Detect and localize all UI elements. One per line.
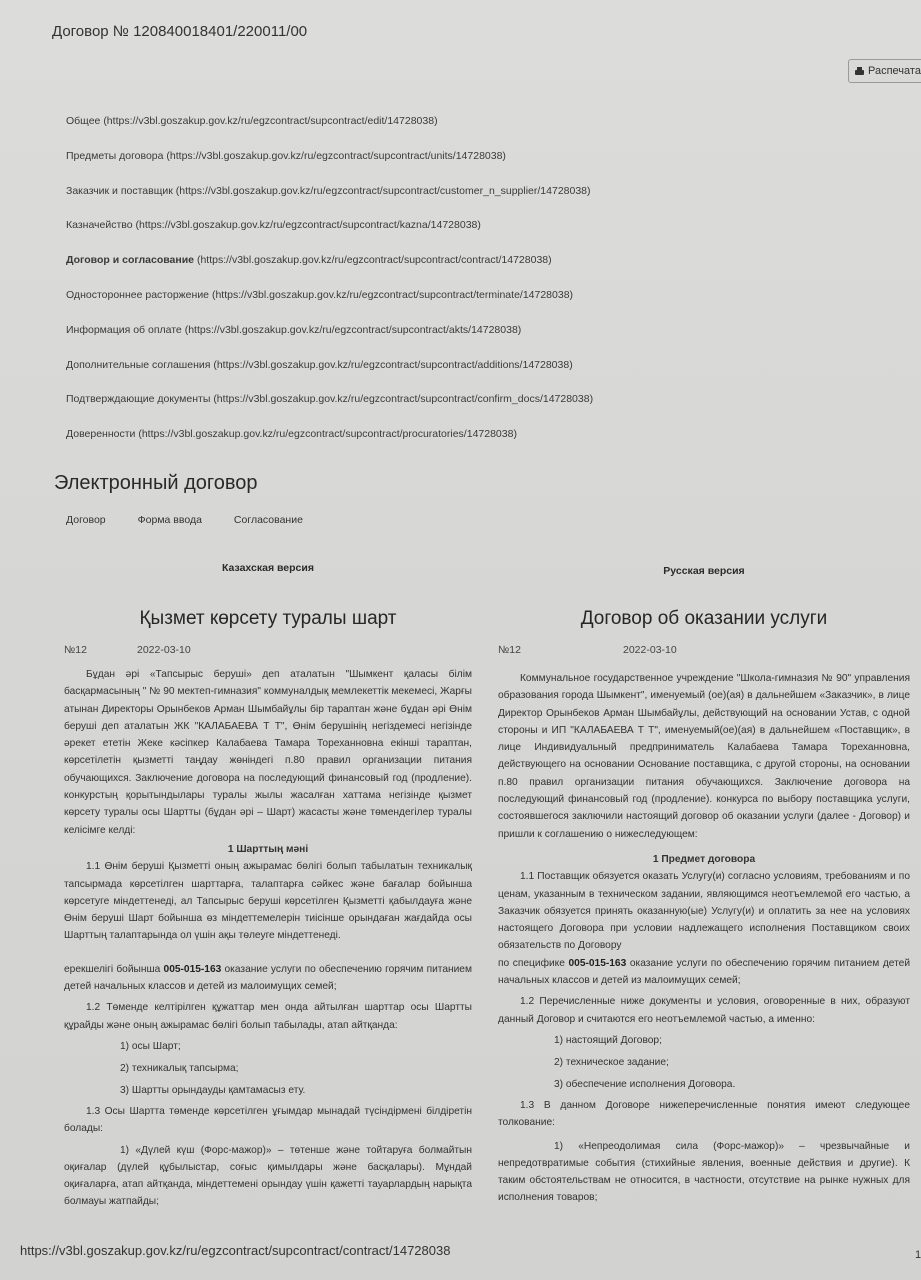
footer-page-url: https://v3bl.goszakup.gov.kz/ru/egzcontract/supcontract/contract/14728038 <box>20 1243 451 1258</box>
kazakh-contract-body <box>64 666 472 1211</box>
kazakh-contract-number: №12 <box>64 644 87 656</box>
nav-link-general[interactable]: Общее (https://v3bl.goszakup.gov.kz/ru/egzcontract/supcontract/edit/14728038) <box>66 115 438 127</box>
nav-link-terminate[interactable]: Одностороннее расторжение (https://v3bl.goszakup.gov.kz/ru/egzcontract/supcontract/terminate/14728038) <box>66 288 574 301</box>
kazakh-clause-1-1: 1.1 Өнім беруші Қызметті оның ажырамас бөлігі болып табылатын техникалық тапсырмада көрсетілген шарттарға, талаптарға сәйкес және бағалар бойынша көрсетуге міндеттенеді, ал Тапсырыс беруші көрсетілген Қызметті қабылдауға және Өнім беруші Шарт бойынша өз міндеттемелерін тиісінше орындаған жағдайда осы Шарттың талаптарында ол үшін ақы төлеуге міндеттенеді. <box>64 861 472 942</box>
nav-link-confirm-docs[interactable]: Подтверждающие документы (https://v3bl.goszakup.gov.kz/ru/egzcontract/supcontract/confirm_docs/14728038) <box>66 393 594 406</box>
contract-tabs <box>66 514 335 526</box>
russian-preamble: Коммунальное государственное учреждение "Школа-гимназия № 90" управления образования города Шымкент", именуемый (ое)(ая) в дальнейшем «Заказчик», в лице Директор Орынбеков Арман Шымбайұлы, действующий на основании Устав, с одной стороны и ИП "КАЛАБАЕВА Т Т", именуемый(ое)(ая) в дальнейшем «Поставщик», в лице Индивидуальный предприниматель Калабаева Тамара Тореханновна, действующего на основании Основание поставщика, с другой стороны, на основании п.80 правил организации питания обучающихся. Заключение договора на последующий финансовый год (продление). конкурса по выбору поставщика услуги, состоявшегося заключили настоящий договор об оказании услуги (далее - Договор) и пришли к соглашению о нижеследующем: <box>498 673 910 840</box>
russian-list-item: 2) техническое задание; <box>554 1056 669 1068</box>
page-number: 1 <box>915 1249 921 1261</box>
kazakh-section1-heading: 1 Шарттың мәні <box>227 843 309 855</box>
section-title: Электронный договор <box>54 472 258 494</box>
kazakh-list-item: 2) техникалық тапсырма; <box>120 1062 239 1074</box>
print-button-label: Распечата <box>868 65 921 77</box>
nav-link-treasury[interactable]: Казначейство (https://v3bl.goszakup.gov.kz/ru/egzcontract/supcontract/kazna/14728038) <box>66 219 481 232</box>
russian-section1-heading: 1 Предмет договора <box>652 853 756 865</box>
russian-definition-1: 1) «Непреодолимая сила (Форс-мажор)» – чрезвычайные и непредотвратимые события (стихийные явления, военные действия и другие). К таким обстоятельствам не относится, в частности, отсутствие на рынке нужных для исполнения товаров; <box>498 1140 910 1204</box>
tab-input-form[interactable]: Форма ввода <box>137 514 202 526</box>
print-button[interactable] <box>848 59 921 83</box>
kazakh-version-label: Казахская версия <box>222 562 314 574</box>
russian-clause-1-3: 1.3 В данном Договоре нижеперечисленные понятия имеют следующее толкование: <box>498 1099 910 1129</box>
russian-clause-1-1: 1.1 Поставщик обязуется оказать Услугу(и) согласно условиям, требованиям и по ценам, указанным в техническом задании, являющимся неотъемлемой его частью, а Заказчик обязуется принять оказанную(ые) Услугу(и) и оплатить за нее на условиях настоящего Договора при условии надлежащего исполнения Поставщиком своих обязательств по Договору <box>498 871 910 952</box>
printer-icon <box>855 67 864 76</box>
kazakh-clause-1-3: 1.3 Осы Шартта төменде көрсетілген ұғымдар мынадай түсіндірмені білдіретін болады: <box>64 1105 472 1135</box>
tab-contract[interactable]: Договор <box>66 514 106 526</box>
kazakh-version-column <box>64 562 472 1211</box>
nav-link-procuratories[interactable]: Доверенности (https://v3bl.goszakup.gov.kz/ru/egzcontract/supcontract/procuratories/14728038) <box>66 428 517 441</box>
kazakh-definition-1: 1) «Дүлей күш (Форс-мажор)» – төтенше және тойтаруға болмайтын оқиғалар (дүлей құбылыстар, соғыс қимылдары және басқалары). Мұндай оқиғаларға, атап айтқанда, міндеттемені орындау үшін қажетті тауарлардың нарықта болмауы жатпайды; <box>64 1144 472 1208</box>
russian-contract-number: №12 <box>498 644 521 656</box>
kazakh-preamble: Бұдан әрі «Тапсырыс беруші» деп аталатын "Шымкент қаласы білім басқармасының " № 90 мектеп-гимназия" коммуналдық мемлекеттік мекемесі, Жарғы атынан Директоры Орынбеков Арман Шымбайұлы бір тараптан және бұдан әрі Өнім беруші деп аталатын ЖК "КАЛАБАЕВА Т Т", Өнім берушінің негіздемесі негізінде әрекет ететін Жеке кәсіпкер Калабаева Тамара Тореханновна екінші тараптан, көрсетілетін қызметті таңдау жөніндегі п.80 правил организации питания обучающихся. Заключение договора на последующий финансовый год (продление). конкурстың қорытындылары туралы жылы жасалған хаттама негізінде қызмет көрсету туралы осы Шартты (бұдан әрі – Шарт) жасасты және төмендегілер туралы келісімге келді: <box>64 669 472 836</box>
kazakh-list-item: 1) осы Шарт; <box>120 1040 181 1052</box>
kazakh-contract-title: Қызмет көрсету туралы шарт <box>139 608 397 629</box>
kazakh-list-item: 3) Шартты орындауды қамтамасыз ету. <box>120 1084 306 1096</box>
tab-approval[interactable]: Согласование <box>233 514 303 526</box>
nav-link-customer-supplier[interactable]: Заказчик и поставщик (https://v3bl.goszakup.gov.kz/ru/egzcontract/supcontract/customer_n_supplier/14728038) <box>66 184 591 197</box>
russian-spec-line: по специфике 005-015-163 оказание услуги по обеспечению горячим питанием детей начальных классов и детей из малоимущих семей; <box>498 957 911 987</box>
nav-link-additions[interactable]: Дополнительные соглашения (https://v3bl.goszakup.gov.kz/ru/egzcontract/supcontract/additions/14728038) <box>66 358 573 371</box>
russian-contract-date: 2022-03-10 <box>623 644 677 656</box>
kazakh-contract-meta <box>64 644 472 656</box>
kazakh-spec-code: 005-015-163 <box>163 963 222 975</box>
russian-list-item: 1) настоящий Договор; <box>554 1034 662 1046</box>
russian-clause-1-2: 1.2 Перечисленные ниже документы и условия, оговоренные в них, образуют данный Договор и считаются его неотъемлемой частью, а именно: <box>498 996 910 1025</box>
russian-contract-title: Договор об оказании услуги <box>580 608 828 629</box>
russian-spec-code: 005-015-163 <box>568 957 627 969</box>
russian-version-label: Русская версия <box>663 565 745 577</box>
contract-nav-links <box>66 114 593 462</box>
russian-contract-meta <box>498 644 910 656</box>
kazakh-contract-date: 2022-03-10 <box>137 644 191 656</box>
russian-contract-body <box>498 670 910 1207</box>
nav-link-contract-approval[interactable]: Договор и согласование (https://v3bl.goszakup.gov.kz/ru/egzcontract/supcontract/contract/14728038) <box>66 254 552 267</box>
nav-link-units[interactable]: Предметы договора (https://v3bl.goszakup.gov.kz/ru/egzcontract/supcontract/units/14728038) <box>66 149 506 162</box>
nav-link-payment-info[interactable]: Информация об оплате (https://v3bl.goszakup.gov.kz/ru/egzcontract/supcontract/akts/14728038) <box>66 323 522 336</box>
russian-list-item: 3) обеспечение исполнения Договора. <box>554 1078 736 1090</box>
russian-version-column <box>498 562 910 1207</box>
kazakh-clause-1-2: 1.2 Төменде келтірілген құжаттар мен онда айтылған шарттар осы Шартты құрайды және оның ажырамас бөлігі болып табылады, атап айтқанда: <box>64 1002 472 1031</box>
contract-number-header: Договор № 120840018401/220011/00 <box>52 23 308 40</box>
kazakh-spec-line: ерекшелігі бойынша 005-015-163 оказание услуги по обеспечению горячим питанием детей начальных классов и детей из малоимущих семей; <box>64 963 472 993</box>
